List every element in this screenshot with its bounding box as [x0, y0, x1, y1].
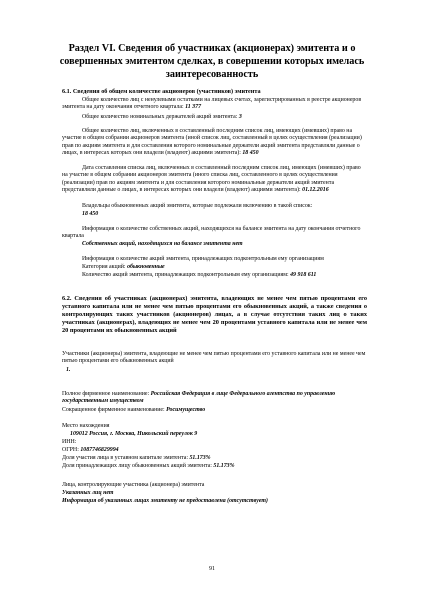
- paragraph-holders-count: [62, 97, 367, 112]
- subsection-heading-6-1: 6.1. Сведения об общем количестве акционеров (участников) эмитента: [62, 88, 261, 95]
- share-category-row: [82, 264, 362, 271]
- shortname-row: [62, 407, 367, 414]
- subsection-heading-6-2: 6.2. Сведения об участниках (акционерах) эмитента, владеющих не менее чем пятью процентами его уставного капитала или не менее чем пятью процентами его обыкновенных акций, а также сведения о контролирующих таких участников (акционеров) лицах, а в случае отсутствия таких лиц о таких участниках (акционерах), владеющих не менее чем 20 процентами уставного капитала или не менее чем 20 процентами их обыкновенных акций: [62, 295, 367, 334]
- subsidiary-count-value: 49 918 611: [290, 272, 317, 278]
- fullname-value: Российская Федерация в лице Федерального агентства по управлению государственным имуществом: [62, 391, 336, 405]
- list-count-text: Общее количество лиц, включенных в составленный последним список лиц, имеющих (имевших) право на участие в общем собрании акционеров эмитента (иной список лиц, составленный в целях осуществления (реализации) прав по акциям эмитента и для составления которого номинальные держатели акций эмитента представляли данные о лицах, в интересах которых они владели (владеют) акциями эмитента):: [62, 128, 362, 156]
- share-capital-value: 51.173%: [189, 455, 211, 461]
- share-capital-row: [62, 455, 367, 462]
- share-ordinary-row: [62, 463, 367, 470]
- fullname-label: Полное фирменное наименование:: [62, 391, 150, 397]
- location-value: 109012 Россия, г. Москва, Никольский переулок 9: [70, 431, 198, 437]
- nominee-info-value: Информация об указанных лицах эмитенту не предоставлена (отсутствует): [62, 498, 268, 504]
- paragraph-list-date: [62, 165, 367, 194]
- ogrn-value: 1087746829994: [80, 447, 119, 453]
- paragraph-participants-intro: Участники (акционеры) эмитента, владеющие не менее чем пятью процентами его уставного капитала или не менее чем пятью процентами его обыкновенных акций: [62, 351, 366, 365]
- participant-item-number: 1.: [66, 367, 71, 373]
- list-date-value: 01.12.2016: [302, 186, 329, 193]
- controlling-label: Лица, контролирующие участника (акционера) эмитента: [62, 482, 205, 488]
- paragraph-list-count: [62, 128, 367, 157]
- paragraph-ordinary-holders: [62, 203, 367, 210]
- share-category-label: Категория акций:: [82, 264, 126, 270]
- paragraph-subsidiary-info: Информация о количестве акций эмитента, принадлежащих подконтрольным ему организациям: [82, 256, 324, 262]
- shortname-value: Росимущество: [166, 407, 206, 413]
- inn-label: ИНН:: [62, 439, 77, 445]
- share-ordinary-label: Доля принадлежащих лицу обыкновенных акций эмитента:: [62, 463, 212, 469]
- ogrn-label: ОГРН:: [62, 447, 79, 453]
- share-capital-label: Доля участия лица в уставном капитале эмитента:: [62, 455, 188, 461]
- list-count-value: 18 450: [242, 149, 259, 156]
- holders-count-text: Общее количество лиц с ненулевыми остатками на лицевых счетах, зарегистрированных в реестре акционеров эмитента на дату окончания отчетного квартала:: [62, 97, 362, 111]
- fullname-row: [62, 391, 367, 406]
- page-number: 91: [209, 566, 215, 572]
- section-title: Раздел VI. Сведения об участниках (акционерах) эмитента и о совершенных эмитентом сделках, в совершении которых имелась заинтересованность: [59, 43, 365, 80]
- controlling-value: Указанных лиц нет: [62, 490, 114, 496]
- shortname-label: Сокращенное фирменное наименование:: [62, 407, 165, 413]
- paragraph-nominee-count: [62, 114, 367, 121]
- ogrn-row: [62, 447, 367, 454]
- subsidiary-count-row: [82, 272, 367, 279]
- ordinary-holders-value: 18 450: [82, 211, 99, 217]
- nominee-count-value: 3: [238, 114, 242, 120]
- subsidiary-count-label: Количество акций эмитента, принадлежащих подконтрольным ему организациям:: [82, 272, 289, 278]
- nominee-count-text: Общее количество номинальных держателей акций эмитента:: [82, 114, 238, 120]
- share-category-value: обыкновенные: [127, 264, 165, 270]
- holders-count-value: 11 377: [185, 104, 202, 111]
- paragraph-treasury-info: Информация о количестве собственных акций, находящихся на балансе эмитента на дату окончания отчетного квартала: [62, 226, 361, 240]
- list-date-text: Дата составления списка лиц, включенных в составленный последним список лиц, имеющих (имевших) право на участие в общем собрании акционеров эмитента (иного списка лиц, составленного в целях осуществления (реализации) прав по акциям эмитента и для составления которого номинальные держатели акций эмитента представляли данные о лицах, в интересах которых они владели (владеют) акциями эмитента):: [62, 165, 361, 193]
- location-label: Место нахождения: [62, 423, 110, 429]
- treasury-value: Собственных акций, находящихся на балансе эмитента нет: [82, 241, 243, 247]
- share-ordinary-value: 51.173%: [213, 463, 235, 469]
- ordinary-holders-text: Владельцы обыкновенных акций эмитента, которые подлежали включению в такой список:: [82, 203, 313, 209]
